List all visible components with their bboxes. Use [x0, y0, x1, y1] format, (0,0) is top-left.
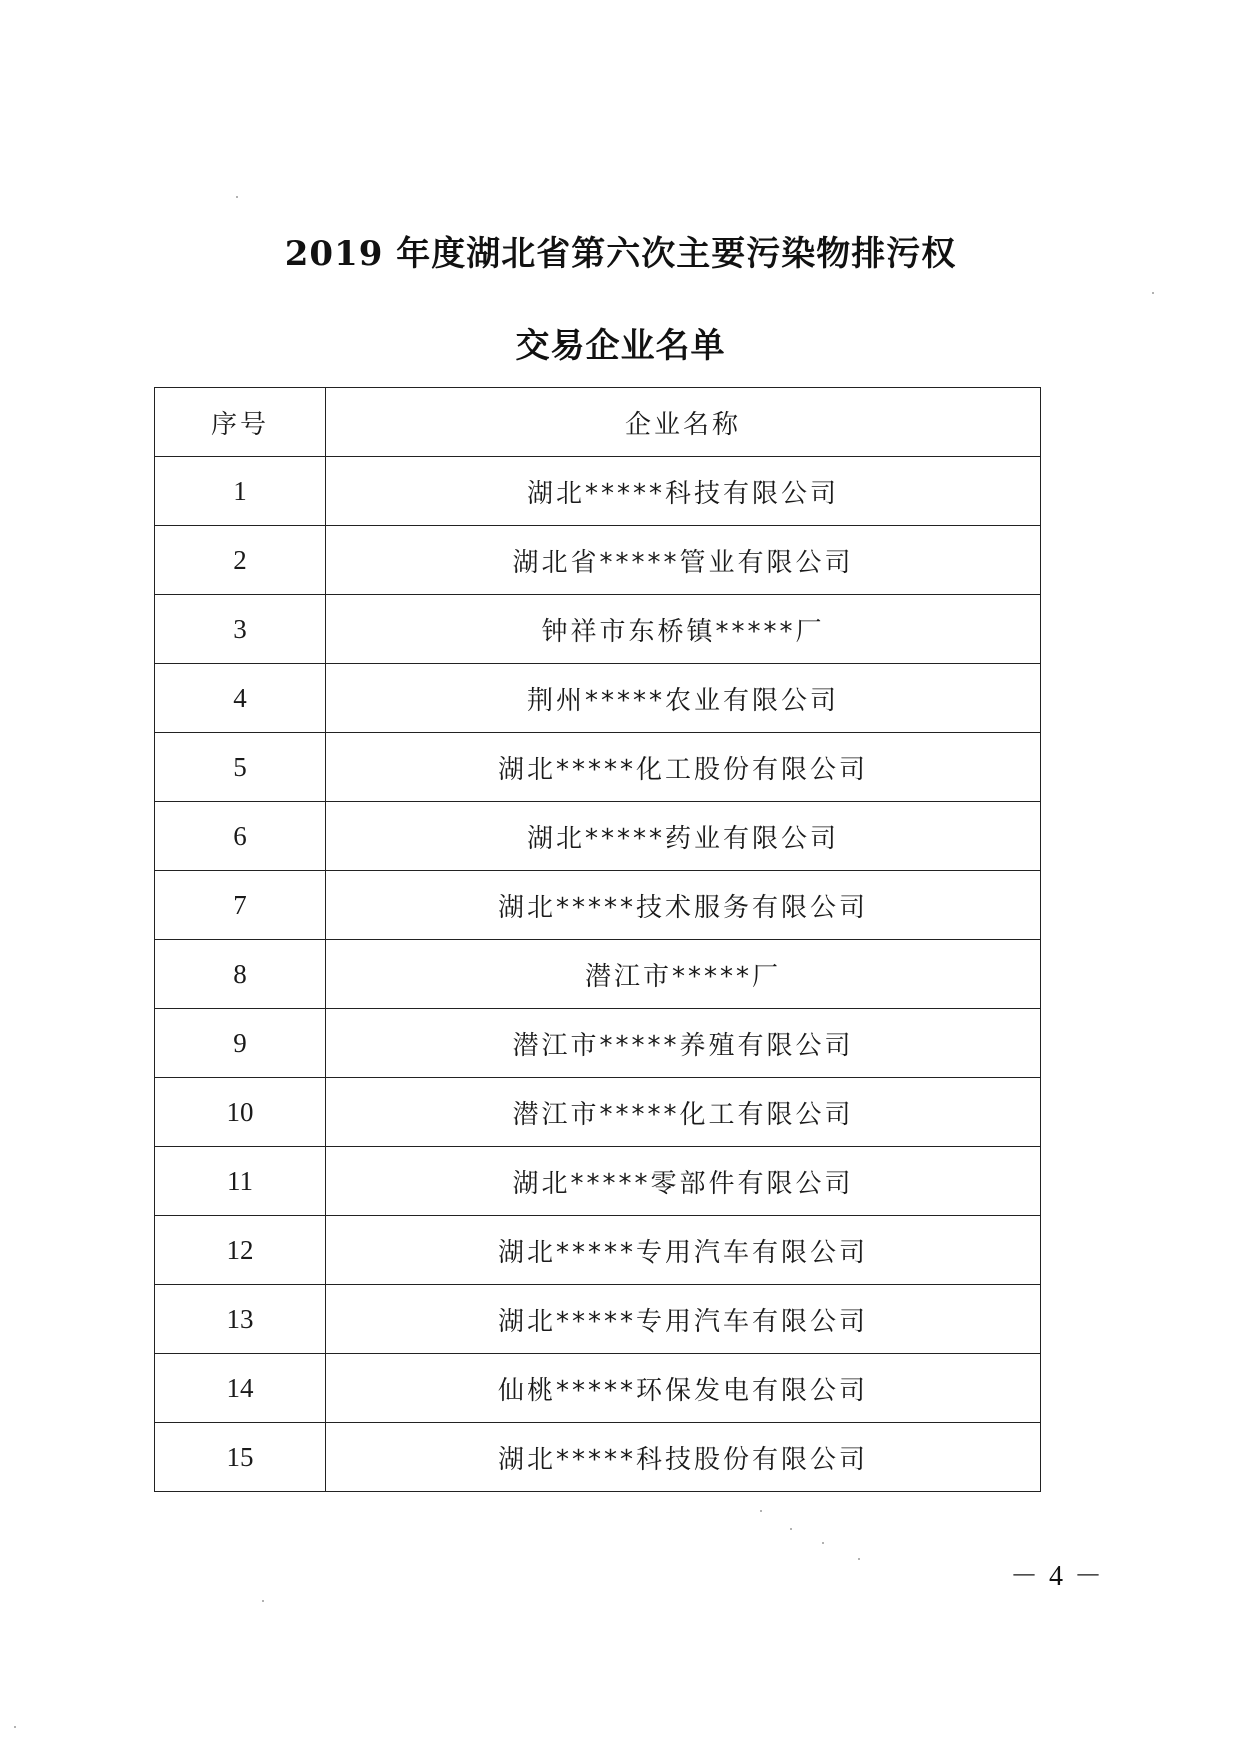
scan-speck — [236, 196, 238, 198]
table-row — [155, 1423, 1041, 1492]
enterprise-name: 荆州*****农业有限公司 — [326, 664, 1041, 733]
document-title-line-1: 2019 年度湖北省第六次主要污染物排污权 — [284, 234, 957, 274]
table-row — [155, 802, 1041, 871]
table-row — [155, 733, 1041, 802]
enterprise-name: 钟祥市东桥镇*****厂 — [326, 595, 1041, 664]
row-index: 5 — [155, 733, 326, 802]
enterprise-name: 潜江市*****化工有限公司 — [326, 1078, 1041, 1147]
table-row — [155, 1354, 1041, 1423]
row-index: 13 — [155, 1285, 326, 1354]
enterprise-name: 湖北省*****管业有限公司 — [326, 526, 1041, 595]
enterprise-name: 湖北*****化工股份有限公司 — [326, 733, 1041, 802]
enterprise-name: 潜江市*****厂 — [326, 940, 1041, 1009]
row-index: 3 — [155, 595, 326, 664]
enterprise-name: 湖北*****零部件有限公司 — [326, 1147, 1041, 1216]
table-row — [155, 595, 1041, 664]
table-row — [155, 871, 1041, 940]
table-row — [155, 1285, 1041, 1354]
table-row — [155, 1216, 1041, 1285]
table-row — [155, 1009, 1041, 1078]
table-row — [155, 940, 1041, 1009]
enterprise-name: 仙桃*****环保发电有限公司 — [326, 1354, 1041, 1423]
column-header-index: 序号 — [155, 388, 326, 457]
table-row — [155, 664, 1041, 733]
enterprise-name: 潜江市*****养殖有限公司 — [326, 1009, 1041, 1078]
table-row — [155, 526, 1041, 595]
row-index: 15 — [155, 1423, 326, 1492]
enterprise-name: 湖北*****科技股份有限公司 — [326, 1423, 1041, 1492]
scan-speck — [760, 1510, 762, 1512]
row-index: 11 — [155, 1147, 326, 1216]
enterprise-table — [154, 387, 1041, 1492]
row-index: 7 — [155, 871, 326, 940]
table-row — [155, 1147, 1041, 1216]
scan-speck — [262, 1600, 264, 1602]
column-header-name: 企业名称 — [326, 388, 1041, 457]
row-index: 1 — [155, 457, 326, 526]
enterprise-name: 湖北*****科技有限公司 — [326, 457, 1041, 526]
row-index: 10 — [155, 1078, 326, 1147]
row-index: 2 — [155, 526, 326, 595]
row-index: 4 — [155, 664, 326, 733]
enterprise-name: 湖北*****药业有限公司 — [326, 802, 1041, 871]
row-index: 6 — [155, 802, 326, 871]
table-row — [155, 1078, 1041, 1147]
table-header-row — [155, 388, 1041, 457]
page-number: － 4 － — [1010, 1561, 1105, 1592]
scan-speck — [858, 1558, 860, 1560]
document-title-line-2: 交易企业名单 — [515, 326, 726, 366]
enterprise-name: 湖北*****技术服务有限公司 — [326, 871, 1041, 940]
scan-speck — [790, 1528, 792, 1530]
row-index: 8 — [155, 940, 326, 1009]
scan-speck — [1152, 292, 1154, 294]
row-index: 9 — [155, 1009, 326, 1078]
row-index: 14 — [155, 1354, 326, 1423]
enterprise-name: 湖北*****专用汽车有限公司 — [326, 1285, 1041, 1354]
table-row — [155, 457, 1041, 526]
scan-speck — [822, 1542, 824, 1544]
row-index: 12 — [155, 1216, 326, 1285]
enterprise-name: 湖北*****专用汽车有限公司 — [326, 1216, 1041, 1285]
scan-speck — [14, 1726, 16, 1728]
